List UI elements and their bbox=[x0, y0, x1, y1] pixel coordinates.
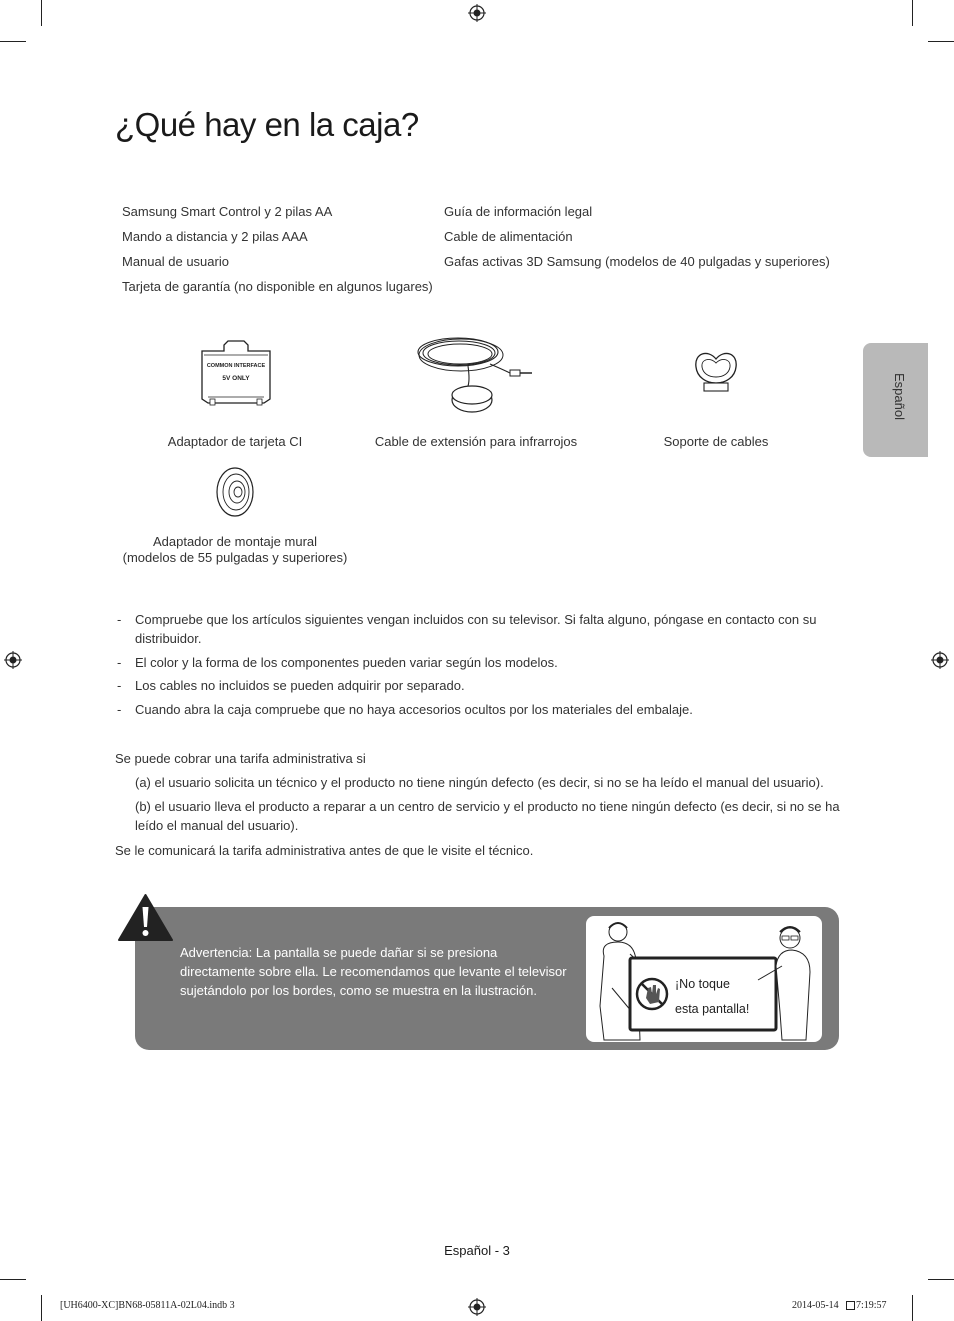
contents-item: Mando a distancia y 2 pilas AAA bbox=[122, 229, 308, 244]
crop-mark bbox=[41, 0, 42, 26]
note-text: Compruebe que los artículos siguientes vengan incluidos con su televisor. Si falta alguno, póngase en contacto con su distribuidor. bbox=[135, 612, 817, 646]
note-text: El color y la forma de los componentes pueden variar según los modelos. bbox=[135, 655, 558, 670]
warning-label: Advertencia bbox=[180, 945, 249, 960]
contents-list-left bbox=[122, 204, 433, 304]
crop-mark bbox=[912, 1295, 913, 1321]
crop-mark bbox=[912, 0, 913, 26]
fee-condition-a: (a) el usuario solicita un técnico y el producto no tiene ningún defecto (es decir, si no se ha leído el manual del usuario). bbox=[135, 775, 824, 790]
note-item: - El color y la forma de los componentes pueden variar según los modelos. bbox=[117, 653, 837, 672]
registration-mark-icon bbox=[931, 651, 949, 669]
wall-mount-caption: Adaptador de montaje mural bbox=[152, 534, 318, 549]
warning-box bbox=[135, 907, 839, 1050]
ir-extension-cable-icon bbox=[412, 326, 536, 418]
cable-holder-icon bbox=[692, 349, 740, 395]
note-text: Los cables no incluidos se pueden adquirir por separado. bbox=[135, 678, 465, 693]
contents-item: Cable de alimentación bbox=[444, 229, 573, 244]
fee-closing: Se le comunicará la tarifa administrativa antes de que le visite el técnico. bbox=[115, 843, 534, 858]
warning-screen-line: esta pantalla! bbox=[675, 1002, 750, 1016]
print-date: 2014-05-14 bbox=[792, 1300, 839, 1311]
missing-glyph-icon bbox=[846, 1301, 855, 1310]
note-item: - Cuando abra la caja compruebe que no haya accesorios ocultos por los materiales del embalaje. bbox=[117, 700, 837, 719]
contents-item: Tarjeta de garantía (no disponible en algunos lugares) bbox=[122, 279, 433, 294]
contents-item: Guía de información legal bbox=[444, 204, 593, 219]
fee-condition-b: (b) el usuario lleva el producto a reparar a un centro de servicio y el producto no tiene ningún defecto (es decir, si no se ha leído el manual del usuario). bbox=[135, 799, 840, 833]
crop-mark bbox=[0, 1279, 26, 1280]
note-text: Cuando abra la caja compruebe que no haya accesorios ocultos por los materiales del embalaje. bbox=[135, 702, 693, 717]
registration-mark-icon bbox=[468, 4, 486, 22]
ci-adapter-caption: Adaptador de tarjeta CI bbox=[167, 434, 303, 449]
cable-holder-caption: Soporte de cables bbox=[663, 434, 769, 449]
ci-adapter-label: 5V ONLY bbox=[222, 375, 250, 382]
warning-body: : La pantalla se puede dañar si se presiona directamente sobre ella. Le recomendamos que levante el televisor sujetándolo por los bordes, como se muestra en la ilustración. bbox=[180, 945, 567, 998]
side-tab-label: Español bbox=[892, 373, 907, 420]
crop-mark bbox=[928, 41, 954, 42]
wall-mount-adapter-icon bbox=[214, 466, 256, 518]
page-number: Español - 3 bbox=[444, 1243, 510, 1258]
warning-illustration bbox=[586, 916, 822, 1042]
ci-adapter-label: COMMON INTERFACE bbox=[206, 363, 266, 369]
contents-item: Gafas activas 3D Samsung (modelos de 40 pulgadas y superiores) bbox=[444, 254, 830, 269]
note-item: - Compruebe que los artículos siguientes vengan incluidos con su televisor. Si falta alguno, póngase en contacto con su distribuidor. bbox=[117, 610, 837, 648]
contents-item: Samsung Smart Control y 2 pilas AA bbox=[122, 204, 333, 219]
wall-mount-caption: (modelos de 55 pulgadas y superiores) bbox=[122, 550, 348, 565]
warning-text bbox=[180, 943, 575, 1000]
crop-mark bbox=[41, 1295, 42, 1321]
file-info: [UH6400-XC]BN68-05811A-02L04.indb 3 bbox=[60, 1300, 235, 1311]
ir-cable-caption: Cable de extensión para infrarrojos bbox=[374, 434, 578, 449]
contents-list-right bbox=[444, 204, 830, 279]
page-title: ¿Qué hay en la caja? bbox=[115, 106, 419, 143]
warning-triangle-icon bbox=[117, 893, 174, 943]
language-side-tab bbox=[863, 343, 928, 457]
registration-mark-icon bbox=[4, 651, 22, 669]
fee-intro: Se puede cobrar una tarifa administrativa si bbox=[115, 751, 366, 766]
crop-mark bbox=[928, 1279, 954, 1280]
warning-screen-text bbox=[675, 972, 749, 1022]
ci-card-adapter-icon bbox=[198, 337, 274, 409]
warning-screen-line: ¡No toque bbox=[675, 977, 730, 991]
contents-item: Manual de usuario bbox=[122, 254, 229, 269]
registration-mark-icon bbox=[468, 1298, 486, 1316]
crop-mark bbox=[0, 41, 26, 42]
note-item: - Los cables no incluidos se pueden adquirir por separado. bbox=[117, 676, 837, 695]
print-time: 7:19:57 bbox=[856, 1300, 887, 1311]
